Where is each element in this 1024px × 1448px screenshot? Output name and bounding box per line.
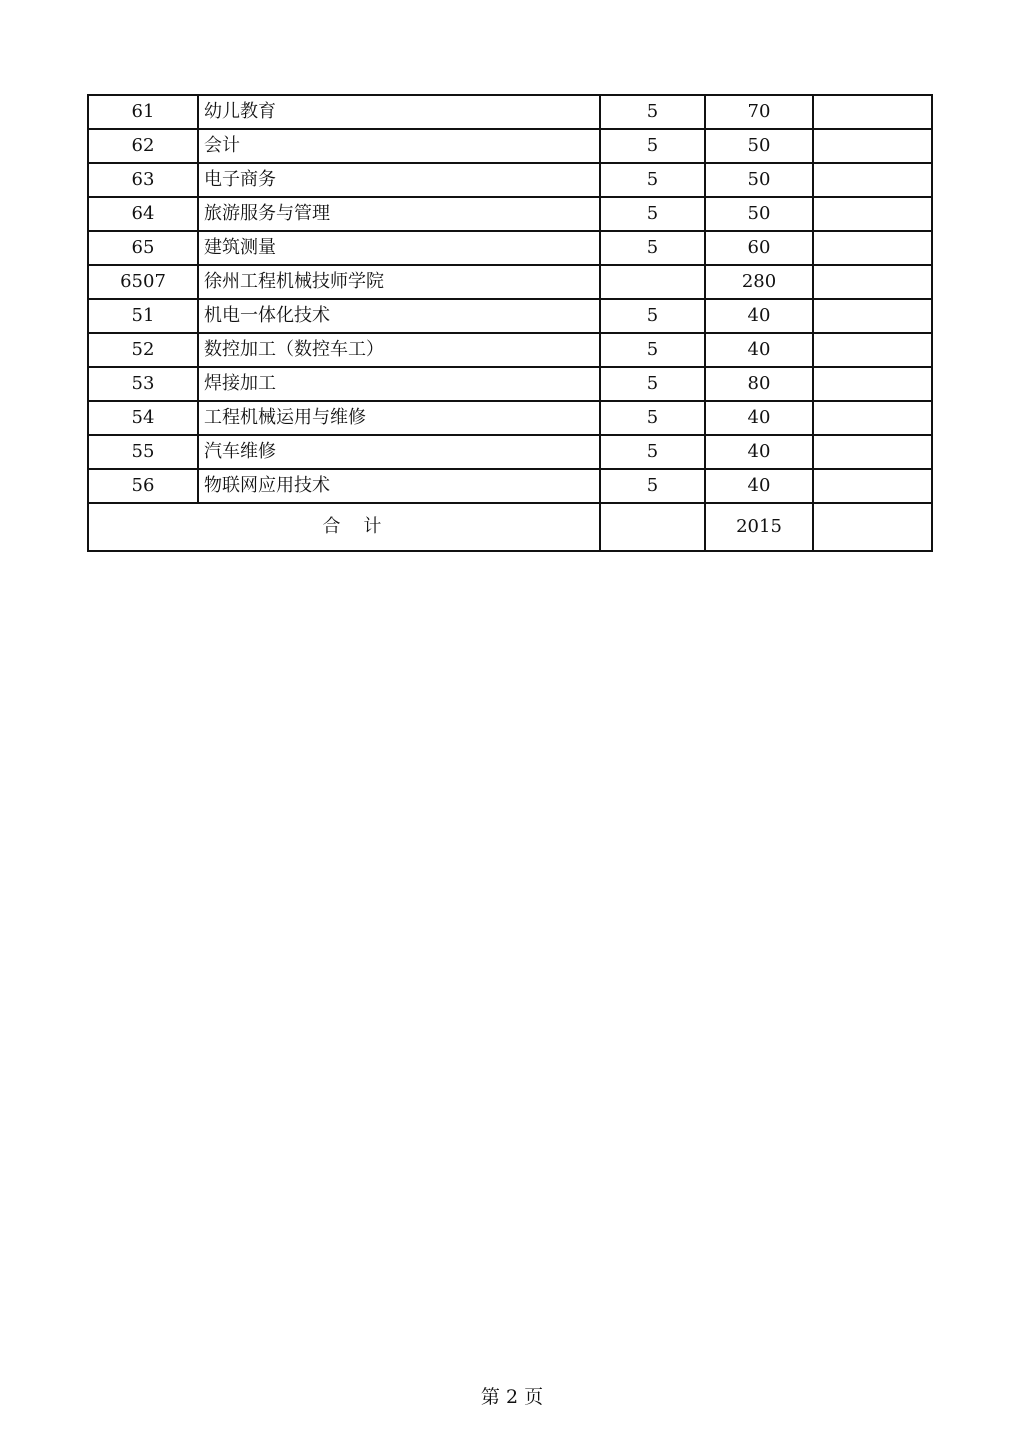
years-cell: [600, 265, 705, 299]
note-cell: [813, 265, 932, 299]
years-cell: 5: [600, 129, 705, 163]
count-cell: 50: [705, 163, 813, 197]
count-cell: 40: [705, 299, 813, 333]
major-code-cell: 56: [88, 469, 198, 503]
count-cell: 280: [705, 265, 813, 299]
school-name-cell: 徐州工程机械技师学院: [198, 265, 600, 299]
table-row: [88, 231, 932, 265]
major-name-cell: 汽车维修: [198, 435, 600, 469]
note-cell: [813, 163, 932, 197]
major-name-cell: 物联网应用技术: [198, 469, 600, 503]
count-cell: 50: [705, 129, 813, 163]
years-cell: 5: [600, 299, 705, 333]
major-name-cell: 电子商务: [198, 163, 600, 197]
major-name-cell: 建筑测量: [198, 231, 600, 265]
school-code-cell: 6507: [88, 265, 198, 299]
table-row: [88, 469, 932, 503]
note-cell: [813, 197, 932, 231]
table-row: [88, 333, 932, 367]
total-note-cell: [813, 503, 932, 551]
table-row: [88, 367, 932, 401]
count-cell: 40: [705, 333, 813, 367]
note-cell: [813, 367, 932, 401]
count-cell: 80: [705, 367, 813, 401]
note-cell: [813, 469, 932, 503]
table-row: [88, 435, 932, 469]
major-name-cell: 旅游服务与管理: [198, 197, 600, 231]
major-name-cell: 焊接加工: [198, 367, 600, 401]
major-code-cell: 61: [88, 95, 198, 129]
note-cell: [813, 435, 932, 469]
major-code-cell: 62: [88, 129, 198, 163]
major-code-cell: 53: [88, 367, 198, 401]
years-cell: 5: [600, 231, 705, 265]
table-row: [88, 401, 932, 435]
total-label: 合 计: [88, 503, 600, 551]
years-cell: 5: [600, 469, 705, 503]
major-code-cell: 55: [88, 435, 198, 469]
major-name-cell: 数控加工（数控车工）: [198, 333, 600, 367]
note-cell: [813, 129, 932, 163]
major-name-cell: 工程机械运用与维修: [198, 401, 600, 435]
years-cell: 5: [600, 197, 705, 231]
major-name-cell: 会计: [198, 129, 600, 163]
major-code-cell: 52: [88, 333, 198, 367]
major-code-cell: 51: [88, 299, 198, 333]
years-cell: 5: [600, 163, 705, 197]
major-code-cell: 64: [88, 197, 198, 231]
table-row: [88, 163, 932, 197]
count-cell: 40: [705, 469, 813, 503]
table-row: [88, 129, 932, 163]
page-number: 第 2 页: [480, 1386, 544, 1408]
table-row: [88, 299, 932, 333]
years-cell: 5: [600, 435, 705, 469]
note-cell: [813, 95, 932, 129]
table-row: [88, 197, 932, 231]
years-cell: 5: [600, 401, 705, 435]
table-row: [88, 95, 932, 129]
table-row: [88, 265, 932, 299]
note-cell: [813, 401, 932, 435]
major-code-cell: 63: [88, 163, 198, 197]
total-row: [88, 503, 932, 551]
total-count-cell: 2015: [705, 503, 813, 551]
years-cell: 5: [600, 95, 705, 129]
years-cell: 5: [600, 367, 705, 401]
note-cell: [813, 231, 932, 265]
note-cell: [813, 333, 932, 367]
major-code-cell: 65: [88, 231, 198, 265]
major-name-cell: 幼儿教育: [198, 95, 600, 129]
total-years-cell: [600, 503, 705, 551]
count-cell: 60: [705, 231, 813, 265]
count-cell: 40: [705, 401, 813, 435]
count-cell: 40: [705, 435, 813, 469]
enrollment-table: [87, 94, 933, 552]
years-cell: 5: [600, 333, 705, 367]
major-name-cell: 机电一体化技术: [198, 299, 600, 333]
count-cell: 50: [705, 197, 813, 231]
note-cell: [813, 299, 932, 333]
count-cell: 70: [705, 95, 813, 129]
major-code-cell: 54: [88, 401, 198, 435]
